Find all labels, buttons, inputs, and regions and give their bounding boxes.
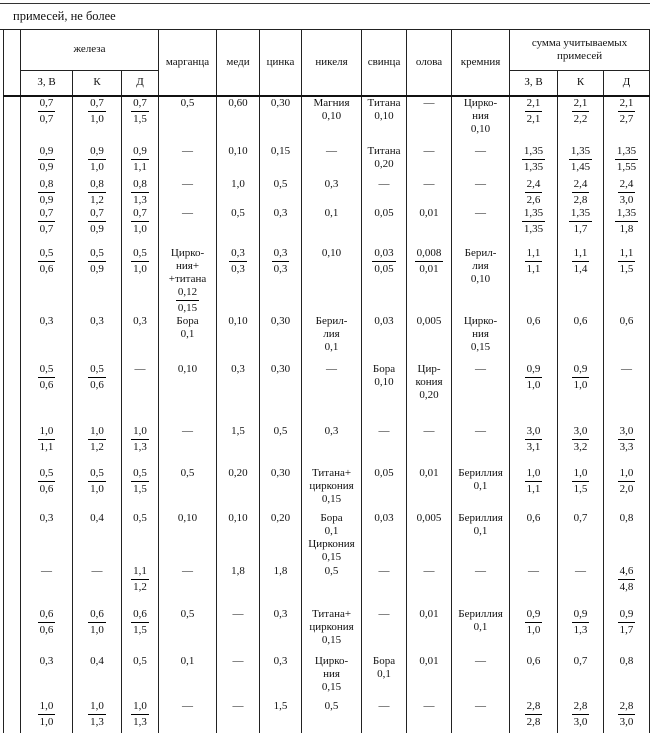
table-cell (510, 96, 558, 145)
table-cell: Титана+ циркония 0,15 (302, 608, 362, 655)
row-stub-cell (4, 467, 21, 512)
row-stub-cell (4, 247, 21, 315)
table-cell: Бора 0,10 (362, 363, 407, 425)
table-cell: 0,6 (510, 655, 558, 700)
table-cell (73, 700, 122, 733)
table-cell (558, 207, 604, 247)
fraction-value: $\frac{0,5}{1,0}$ (90, 466, 104, 495)
table-cell: — (407, 425, 452, 467)
table-cell (510, 207, 558, 247)
table-cell: — (452, 425, 510, 467)
column-header-manganese: марганца (159, 30, 217, 96)
table-cell (122, 178, 159, 207)
table-cell: Берил- лия 0,1 (302, 315, 362, 363)
table-cell: — (452, 655, 510, 700)
table-cell (21, 363, 73, 425)
table-cell (510, 700, 558, 733)
row-stub-cell (4, 608, 21, 655)
fraction-value: $\frac{0,6}{0,6}$ (39, 607, 54, 636)
table-cell (407, 247, 452, 315)
table-cell: 0,30 (260, 467, 302, 512)
table-cell: — (159, 145, 217, 178)
table-cell: — (407, 700, 452, 733)
table-cell: 0,7 (558, 655, 604, 700)
table-cell (604, 247, 650, 315)
fraction-value: $\frac{0,008}{0,01}$ (416, 247, 442, 275)
table-row (4, 565, 650, 608)
table-cell: 0,3 (21, 315, 73, 363)
table-cell (604, 608, 650, 655)
table-cell: — (73, 565, 122, 608)
table-cell: 0,03 (362, 512, 407, 565)
table-cell: Титана 0,10 (362, 96, 407, 145)
fraction-value: $\frac{1,0}{1,2}$ (90, 424, 104, 453)
column-header-sum-d: Д (604, 70, 650, 96)
table-cell (21, 467, 73, 512)
table-row (4, 512, 650, 565)
column-header-lead: свинца (362, 30, 407, 96)
fraction-value: $\frac{0,8}{1,2}$ (90, 178, 104, 206)
table-cell: 0,30 (260, 315, 302, 363)
fraction-value: $\frac{1,0}{1,1}$ (526, 466, 541, 495)
table-cell: — (452, 700, 510, 733)
fraction-value: $\frac{3,0}{3,3}$ (619, 424, 634, 453)
table-cell: 1,8 (260, 565, 302, 608)
table-cell: 0,03 (362, 315, 407, 363)
fraction-value: $\frac{2,8}{2,8}$ (526, 699, 541, 728)
table-cell: — (302, 363, 362, 425)
table-cell: — (159, 178, 217, 207)
fraction-value: $\frac{0,9}{1,7}$ (619, 607, 634, 636)
table-cell: 0,8 (604, 655, 650, 700)
table-cell: — (217, 608, 260, 655)
table-cell: 0,3 (302, 178, 362, 207)
table-row (4, 96, 650, 145)
column-header-silicon: кремния (452, 30, 510, 96)
table-row (4, 178, 650, 207)
table-cell: Бора 0,1 (362, 655, 407, 700)
table-cell: Бора 0,1 (159, 315, 217, 363)
row-stub-cell (4, 315, 21, 363)
table-cell (122, 700, 159, 733)
fraction-value: $\frac{0,6}{1,0}$ (90, 607, 104, 636)
table-cell (604, 178, 650, 207)
table-cell (510, 247, 558, 315)
fraction-value: $\frac{0,5}{1,5}$ (133, 466, 147, 495)
table-cell: — (407, 145, 452, 178)
fraction-value: $\frac{1,35}{1,35}$ (523, 207, 544, 235)
fraction-value: $\frac{2,4}{2,6}$ (526, 178, 541, 206)
table-cell: Цирко- ния+ +титана $\frac{0,12}{0,15}$ (159, 247, 217, 315)
fraction-value: $\frac{0,6}{1,5}$ (133, 607, 147, 636)
table-cell: 0,3 (21, 655, 73, 700)
fraction-value: $\frac{1,1}{1,1}$ (526, 247, 541, 275)
table-cell (122, 207, 159, 247)
table-cell: 0,15 (260, 145, 302, 178)
row-stub-cell (4, 178, 21, 207)
table-cell: — (21, 565, 73, 608)
fraction-value: $\frac{2,4}{3,0}$ (619, 178, 634, 206)
row-stub-cell (4, 363, 21, 425)
table-cell: — (362, 565, 407, 608)
fraction-value: $\frac{0,7}{1,0}$ (133, 207, 147, 235)
table-cell (558, 145, 604, 178)
table-cell (73, 425, 122, 467)
table-cell: 0,5 (217, 207, 260, 247)
table-cell: — (407, 565, 452, 608)
column-group-iron: железа (21, 30, 159, 70)
column-header-copper: меди (217, 30, 260, 96)
fraction-value: $\frac{0,7}{0,7}$ (39, 97, 54, 125)
table-cell (604, 207, 650, 247)
row-stub-cell (4, 425, 21, 467)
table-cell: 0,01 (407, 608, 452, 655)
table-cell (73, 247, 122, 315)
table-cell: — (302, 145, 362, 178)
table-cell (21, 96, 73, 145)
fraction-value: $\frac{0,7}{0,7}$ (39, 207, 54, 235)
table-cell: 0,4 (73, 655, 122, 700)
table-row (4, 655, 650, 700)
table-cell: — (452, 207, 510, 247)
table-cell: 0,05 (362, 207, 407, 247)
table-row (4, 363, 650, 425)
table-cell (558, 96, 604, 145)
row-stub-cell (4, 512, 21, 565)
table-cell (21, 145, 73, 178)
table-cell (510, 467, 558, 512)
column-header-iron-k: К (73, 70, 122, 96)
fraction-value: $\frac{2,8}{3,0}$ (573, 699, 588, 728)
fraction-value: $\frac{1,0}{1,5}$ (573, 466, 588, 495)
table-cell: 1,0 (217, 178, 260, 207)
table-row (4, 207, 650, 247)
table-cell (558, 608, 604, 655)
table-cell (73, 608, 122, 655)
column-header-sum-k: К (558, 70, 604, 96)
table-cell (604, 425, 650, 467)
table-cell: 0,3 (260, 608, 302, 655)
continuation-label: примесей, не более (13, 9, 116, 23)
table-cell: — (362, 425, 407, 467)
table-cell: — (362, 700, 407, 733)
table-cell (558, 178, 604, 207)
table-cell: 0,3 (260, 207, 302, 247)
fraction-value: $\frac{0,9}{0,9}$ (39, 145, 54, 173)
table-cell: — (362, 608, 407, 655)
table-cell (558, 700, 604, 733)
table-row (4, 315, 650, 363)
table-cell (122, 565, 159, 608)
fraction-value: $\frac{2,1}{2,1}$ (526, 97, 541, 125)
table-cell: 0,6 (604, 315, 650, 363)
fraction-value: $\frac{1,35}{1,55}$ (616, 145, 637, 173)
fraction-value: $\frac{0,9}{1,3}$ (573, 607, 588, 636)
table-cell: 1,8 (217, 565, 260, 608)
table-cell (73, 363, 122, 425)
table-cell (510, 608, 558, 655)
table-cell (21, 700, 73, 733)
table-cell (260, 247, 302, 315)
table-cell (73, 145, 122, 178)
table-cell: 0,6 (510, 512, 558, 565)
table-cell: 0,01 (407, 655, 452, 700)
table-cell: — (407, 178, 452, 207)
table-cell (73, 467, 122, 512)
table-row (4, 425, 650, 467)
table-cell: 1,5 (260, 700, 302, 733)
fraction-value: $\frac{0,3}{0,3}$ (231, 247, 245, 275)
column-header-iron-d: Д (122, 70, 159, 96)
table-cell (362, 247, 407, 315)
fraction-value: $\frac{0,7}{1,5}$ (133, 97, 147, 125)
fraction-value: $\frac{1,0}{1,0}$ (39, 699, 54, 728)
fraction-value: $\frac{0,9}{1,0}$ (526, 362, 541, 391)
table-cell (558, 467, 604, 512)
table-cell: 0,01 (407, 467, 452, 512)
table-cell: Титана 0,20 (362, 145, 407, 178)
table-cell: 0,3 (21, 512, 73, 565)
table-cell: 0,10 (302, 247, 362, 315)
table-cell: — (159, 425, 217, 467)
fraction-value: $\frac{0,5}{0,9}$ (90, 247, 104, 275)
table-cell: 0,5 (159, 96, 217, 145)
table-cell: 0,3 (73, 315, 122, 363)
table-cell: 0,30 (260, 96, 302, 145)
table-cell (558, 363, 604, 425)
table-cell: — (362, 178, 407, 207)
table-cell (73, 96, 122, 145)
table-cell: 0,10 (217, 145, 260, 178)
fraction-value: $\frac{1,0}{1,3}$ (133, 699, 147, 728)
fraction-value: $\frac{1,1}{1,2}$ (133, 564, 147, 593)
table-cell: 0,5 (122, 512, 159, 565)
fraction-value: $\frac{3,0}{3,1}$ (526, 424, 541, 453)
table-cell: 0,5 (159, 467, 217, 512)
column-header-sum-zv: З, В (510, 70, 558, 96)
fraction-value: $\frac{0,3}{0,3}$ (273, 247, 288, 275)
row-stub-cell (4, 700, 21, 733)
fraction-value: $\frac{0,9}{1,0}$ (90, 145, 104, 173)
table-cell (510, 363, 558, 425)
table-cell (122, 608, 159, 655)
fraction-value: $\frac{0,7}{0,9}$ (90, 207, 104, 235)
table-cell (558, 247, 604, 315)
table-cell: — (217, 655, 260, 700)
fraction-value: $\frac{1,35}{1,8}$ (616, 207, 637, 235)
table-cell: — (452, 178, 510, 207)
table-cell (122, 247, 159, 315)
table-cell: Цирко- ния 0,15 (452, 315, 510, 363)
table-cell (122, 467, 159, 512)
table-cell (73, 178, 122, 207)
table-cell: 0,10 (217, 315, 260, 363)
column-header-nickel: никеля (302, 30, 362, 96)
table-cell: 0,5 (302, 700, 362, 733)
row-stub-cell (4, 655, 21, 700)
table-cell (21, 207, 73, 247)
table-cell (604, 700, 650, 733)
fraction-value: $\frac{0,5}{0,6}$ (90, 362, 104, 391)
stub-header-cell (4, 30, 21, 96)
fraction-value: $\frac{2,1}{2,2}$ (573, 97, 588, 125)
table-cell: — (452, 565, 510, 608)
table-cell (604, 565, 650, 608)
table-cell: 0,5 (260, 178, 302, 207)
fraction-value: $\frac{1,35}{1,45}$ (570, 145, 591, 173)
fraction-value: $\frac{0,7}{1,0}$ (90, 97, 104, 125)
table-cell: 0,005 (407, 315, 452, 363)
table-cell (122, 425, 159, 467)
table-cell (558, 425, 604, 467)
table-cell: — (452, 363, 510, 425)
table-cell: Цирко- ния 0,15 (302, 655, 362, 700)
fraction-value: $\frac{0,9}{1,0}$ (573, 362, 588, 391)
table-cell (21, 247, 73, 315)
table-cell: 0,3 (122, 315, 159, 363)
fraction-value: $\frac{0,5}{1,0}$ (133, 247, 147, 275)
fraction-value: $\frac{0,8}{1,3}$ (133, 178, 147, 206)
table-cell: 0,5 (122, 655, 159, 700)
table-cell: 0,30 (260, 363, 302, 425)
table-cell: 0,5 (159, 608, 217, 655)
fraction-value: $\frac{3,0}{3,2}$ (573, 424, 588, 453)
table-cell: 0,01 (407, 207, 452, 247)
table-cell (21, 425, 73, 467)
fraction-value: $\frac{1,35}{1,7}$ (570, 207, 591, 235)
fraction-value: $\frac{1,0}{1,3}$ (133, 424, 147, 453)
fraction-value: $\frac{0,5}{0,6}$ (39, 247, 54, 275)
table-cell: 0,005 (407, 512, 452, 565)
table-row (4, 467, 650, 512)
table-cell: 0,5 (260, 425, 302, 467)
fraction-value: $\frac{2,4}{2,8}$ (573, 178, 588, 206)
table-cell: 0,3 (260, 655, 302, 700)
table-cell (122, 96, 159, 145)
column-header-zinc: цинка (260, 30, 302, 96)
fraction-value: $\frac{0,5}{0,6}$ (39, 466, 54, 495)
table-cell: 0,60 (217, 96, 260, 145)
table-row (4, 145, 650, 178)
table-cell (21, 178, 73, 207)
fraction-value: $\frac{0,8}{0,9}$ (39, 178, 54, 206)
table-cell: — (510, 565, 558, 608)
table-row (4, 700, 650, 733)
fraction-value: $\frac{0,9}{1,0}$ (526, 607, 541, 636)
table-cell: 0,3 (302, 425, 362, 467)
table-cell: 0,6 (510, 315, 558, 363)
fraction-value: $\frac{1,0}{1,3}$ (90, 699, 104, 728)
fraction-value: $\frac{4,6}{4,8}$ (619, 564, 634, 593)
table-continuation-header (0, 3, 650, 30)
impurity-limits-table (3, 30, 650, 733)
table-cell: 0,1 (159, 655, 217, 700)
table-cell: Магния 0,10 (302, 96, 362, 145)
table-cell (604, 96, 650, 145)
table-cell: Бериллия 0,1 (452, 512, 510, 565)
table-cell: 0,10 (159, 512, 217, 565)
table-cell: Титана+ циркония 0,15 (302, 467, 362, 512)
table-cell: Цирко- ния 0,10 (452, 96, 510, 145)
fraction-value: $\frac{0,9}{1,1}$ (133, 145, 147, 173)
table-cell: 0,3 (217, 363, 260, 425)
table-cell: — (159, 207, 217, 247)
table-cell: — (558, 565, 604, 608)
table-cell: Берил- лия 0,10 (452, 247, 510, 315)
fraction-value: $\frac{0,5}{0,6}$ (39, 362, 54, 391)
table-cell (21, 608, 73, 655)
fraction-value: $\frac{2,8}{3,0}$ (619, 699, 634, 728)
table-cell: 0,10 (159, 363, 217, 425)
table-cell: 0,20 (260, 512, 302, 565)
fraction-value: $\frac{0,03}{0,05}$ (374, 247, 394, 275)
table-cell: 0,7 (558, 512, 604, 565)
fraction-value: $\frac{1,1}{1,5}$ (619, 247, 634, 275)
fraction-value: $\frac{1,0}{2,0}$ (619, 466, 634, 495)
table-cell: 0,4 (73, 512, 122, 565)
column-header-iron-zv: З, В (21, 70, 73, 96)
table-cell: — (604, 363, 650, 425)
table-row (4, 608, 650, 655)
table-row (4, 247, 650, 315)
table-cell: Бериллия 0,1 (452, 608, 510, 655)
table-cell (217, 247, 260, 315)
fraction-value: $\frac{1,0}{1,1}$ (39, 424, 54, 453)
table-cell: 0,10 (217, 512, 260, 565)
fraction-value: $\frac{2,1}{2,7}$ (619, 97, 634, 125)
table-cell (510, 425, 558, 467)
row-stub-cell (4, 565, 21, 608)
table-cell: Бора 0,1 Циркония 0,15 (302, 512, 362, 565)
table-cell: 0,05 (362, 467, 407, 512)
table-cell: 1,5 (217, 425, 260, 467)
table-cell (73, 207, 122, 247)
table-cell: — (159, 565, 217, 608)
table-cell: — (159, 700, 217, 733)
table-cell: — (217, 700, 260, 733)
row-stub-cell (4, 207, 21, 247)
table-cell (510, 178, 558, 207)
fraction-value: $\frac{0,12}{0,15}$ (177, 285, 198, 314)
column-header-tin: олова (407, 30, 452, 96)
row-stub-cell (4, 96, 21, 145)
header-row-groups (4, 30, 650, 70)
table-cell (510, 145, 558, 178)
table-cell: 0,8 (604, 512, 650, 565)
row-stub-cell (4, 145, 21, 178)
table-cell (122, 145, 159, 178)
fraction-value: $\frac{1,1}{1,4}$ (573, 247, 588, 275)
table-cell: — (122, 363, 159, 425)
table-cell (604, 467, 650, 512)
table-cell: Цир- кония 0,20 (407, 363, 452, 425)
table-cell: — (452, 145, 510, 178)
fraction-value: $\frac{1,35}{1,35}$ (523, 145, 544, 173)
table-cell: 0,6 (558, 315, 604, 363)
table-cell: 0,20 (217, 467, 260, 512)
table-cell: Бериллия 0,1 (452, 467, 510, 512)
table-cell (604, 145, 650, 178)
table-cell: 0,5 (302, 565, 362, 608)
table-cell: 0,1 (302, 207, 362, 247)
column-group-sum: сумма учитываемых примесей (510, 30, 650, 70)
table-cell: — (407, 96, 452, 145)
